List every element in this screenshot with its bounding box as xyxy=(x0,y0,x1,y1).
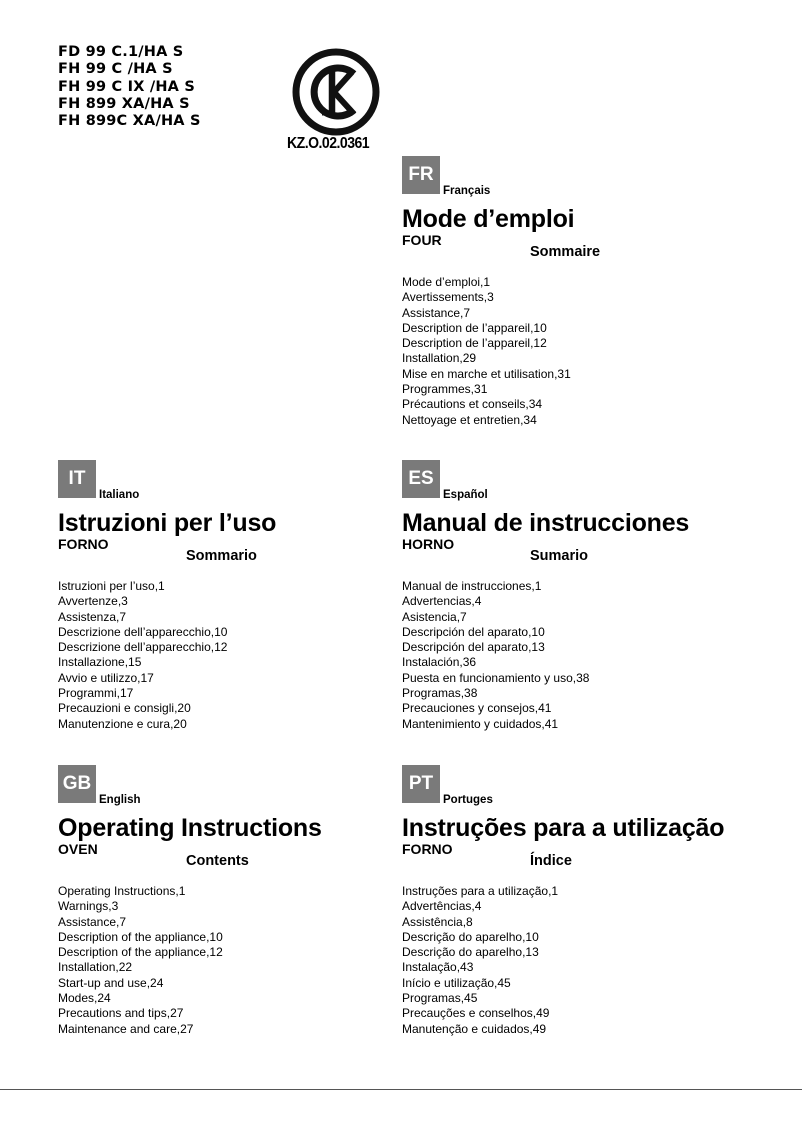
toc-item: Installation,29 xyxy=(402,351,477,366)
contents-heading: Contents xyxy=(186,853,249,869)
toc-item: Nettoyage et entretien,34 xyxy=(402,412,537,427)
toc-item: Precauções e conselhos,49 xyxy=(402,1006,550,1021)
toc-item: Asistencia,7 xyxy=(402,609,467,624)
contents-heading: Sommaire xyxy=(530,244,601,260)
toc-item: Avvio e utilizzo,17 xyxy=(58,670,154,685)
product-name: HORNO xyxy=(402,536,455,552)
toc-item: Installazione,15 xyxy=(58,655,142,670)
toc-item: Descripción del aparato,13 xyxy=(402,640,545,655)
toc-item: Description of the appliance,10 xyxy=(58,929,223,944)
toc-item: Description of the appliance,12 xyxy=(58,945,223,960)
toc-item: Programmi,17 xyxy=(58,686,134,701)
contents-heading: Sumario xyxy=(530,548,589,564)
toc-item: Programas,38 xyxy=(402,686,478,701)
language-name: Portuges xyxy=(443,794,493,806)
toc-item: Precauzioni e consigli,20 xyxy=(58,701,191,716)
section-fr xyxy=(402,156,782,428)
toc-item: Instalación,36 xyxy=(402,655,477,670)
section-pt xyxy=(402,765,782,1037)
language-code-badge: GB xyxy=(58,765,96,803)
language-name: Italiano xyxy=(99,489,140,501)
language-name: English xyxy=(99,794,141,806)
toc-item: Operating Instructions,1 xyxy=(58,884,186,898)
toc-item: Start-up and use,24 xyxy=(58,975,164,990)
section-it xyxy=(58,460,438,732)
language-name: Español xyxy=(443,489,488,501)
language-code-badge: ES xyxy=(402,460,440,498)
toc-item: Warnings,3 xyxy=(58,899,119,914)
toc-item: Installation,22 xyxy=(58,960,133,975)
toc-item: Assistenza,7 xyxy=(58,609,127,624)
contents-heading: Índice xyxy=(530,853,572,869)
toc-item: Description de l’appareil,12 xyxy=(402,336,547,351)
table-of-contents xyxy=(402,275,782,428)
toc-item: Advertências,4 xyxy=(402,899,482,914)
table-of-contents xyxy=(402,579,782,732)
toc-item: Puesta en funcionamiento y uso,38 xyxy=(402,670,590,685)
toc-item: Manutenção e cuidados,49 xyxy=(402,1021,547,1036)
language-code-badge: PT xyxy=(402,765,440,803)
table-of-contents xyxy=(58,884,438,1037)
language-code-badge: FR xyxy=(402,156,440,194)
toc-item: Assistência,8 xyxy=(402,914,473,929)
toc-item: Description de l’appareil,10 xyxy=(402,320,547,335)
product-name: FOUR xyxy=(402,232,442,248)
toc-item: Avvertenze,3 xyxy=(58,594,128,609)
toc-item: Mise en marche et utilisation,31 xyxy=(402,366,571,381)
language-code-badge: IT xyxy=(58,460,96,498)
toc-item: Início e utilização,45 xyxy=(402,975,511,990)
certification-logo-icon xyxy=(292,48,380,136)
toc-item: Programas,45 xyxy=(402,991,478,1006)
model-number: FD 99 C.1/HA S xyxy=(58,44,184,60)
model-number: FH 899C XA/HA S xyxy=(58,113,201,130)
toc-item: Instalação,43 xyxy=(402,960,474,975)
model-number: FH 99 C /HA S xyxy=(58,61,173,78)
toc-item: Manutenzione e cura,20 xyxy=(58,716,187,731)
model-number: FH 99 C IX /HA S xyxy=(58,78,195,95)
toc-item: Precautions and tips,27 xyxy=(58,1006,184,1021)
manual-title: Operating Instructions xyxy=(58,814,322,842)
model-number: FH 899 XA/HA S xyxy=(58,95,190,112)
footer-divider xyxy=(0,1089,802,1090)
toc-item: Descripción del aparato,10 xyxy=(402,624,545,639)
toc-item: Descrizione dell’apparecchio,12 xyxy=(58,640,228,655)
product-name: FORNO xyxy=(58,536,109,552)
toc-item: Descrizione dell’apparecchio,10 xyxy=(58,624,228,639)
product-name: OVEN xyxy=(58,841,98,857)
toc-item: Advertencias,4 xyxy=(402,594,482,609)
product-name: FORNO xyxy=(402,841,453,857)
toc-item: Descrição do aparelho,13 xyxy=(402,945,539,960)
certification-number: KZ.O.02.0361 xyxy=(287,135,370,152)
toc-item: Programmes,31 xyxy=(402,382,488,397)
toc-item: Mode d’emploi,1 xyxy=(402,275,491,289)
toc-item: Precauciones y consejos,41 xyxy=(402,701,552,716)
toc-item: Assistance,7 xyxy=(402,305,471,320)
model-list xyxy=(58,44,201,130)
section-es xyxy=(402,460,782,732)
toc-item: Mantenimiento y cuidados,41 xyxy=(402,716,559,731)
table-of-contents xyxy=(58,579,438,732)
section-gb xyxy=(58,765,438,1037)
toc-item: Instruções para a utilização,1 xyxy=(402,884,559,898)
toc-item: Maintenance and care,27 xyxy=(58,1021,194,1036)
table-of-contents xyxy=(402,884,782,1037)
toc-item: Modes,24 xyxy=(58,991,111,1006)
manual-title: Instruções para a utilização xyxy=(402,814,725,842)
toc-item: Descrição do aparelho,10 xyxy=(402,929,539,944)
manual-title: Istruzioni per l’uso xyxy=(58,509,277,537)
manual-title: Mode d’emploi xyxy=(402,205,575,233)
toc-item: Manual de instrucciones,1 xyxy=(402,579,542,593)
toc-item: Avertissements,3 xyxy=(402,290,494,305)
toc-item: Assistance,7 xyxy=(58,914,127,929)
toc-item: Précautions et conseils,34 xyxy=(402,397,543,412)
language-name: Français xyxy=(443,185,491,197)
toc-item: Istruzioni per l’uso,1 xyxy=(58,579,165,593)
contents-heading: Sommario xyxy=(186,548,257,564)
manual-title: Manual de instrucciones xyxy=(402,509,690,537)
